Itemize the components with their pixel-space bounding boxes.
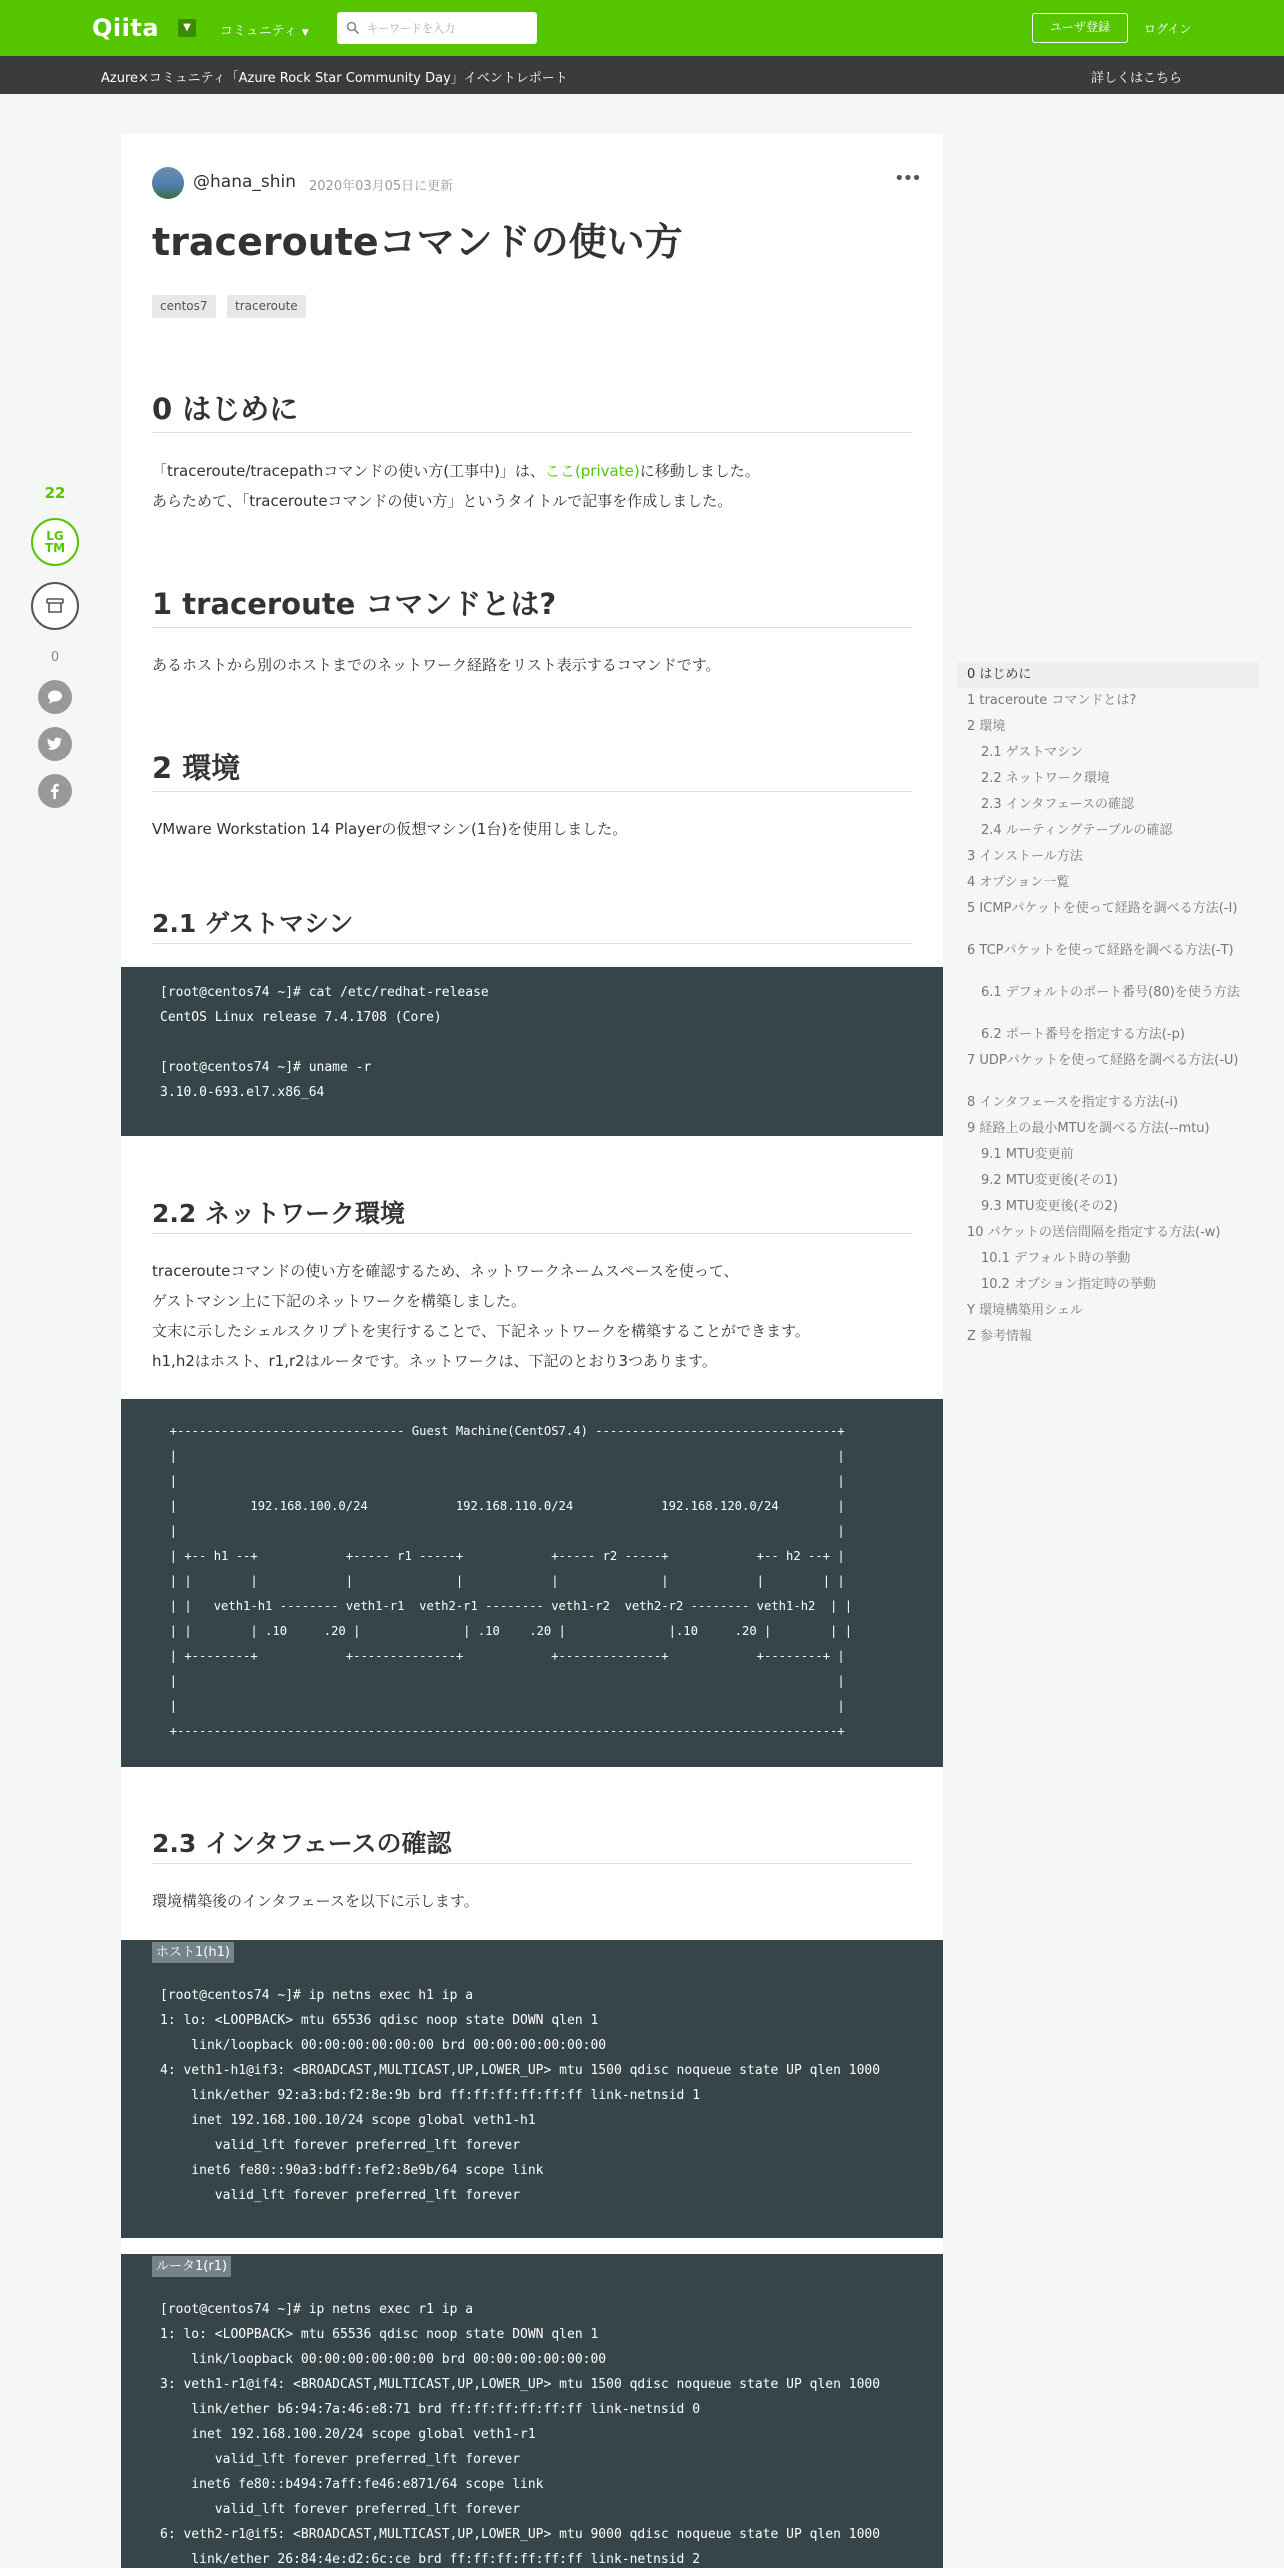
search-icon: [346, 21, 360, 35]
avatar[interactable]: [152, 167, 184, 199]
stock-button[interactable]: [31, 582, 79, 630]
community-label: コミュニティ: [220, 24, 297, 39]
code-line: | | | | | | | | | |: [155, 1574, 845, 1588]
code-block-r1[interactable]: [121, 2254, 943, 2568]
toc-item[interactable]: 4 オプション一覧: [967, 875, 1070, 890]
toc-item[interactable]: 7 UDPパケットを使って経路を調べる方法(-U): [967, 1053, 1239, 1068]
toc-item[interactable]: 6.2 ポート番号を指定する方法(-p): [981, 1027, 1185, 1042]
page-title: tracerouteコマンドの使い方: [152, 220, 683, 264]
lgtm-button[interactable]: [31, 518, 79, 566]
code-line: inet6 fe80::90a3:bdff:fef2:8e9b/64 scope link: [160, 2163, 544, 2178]
login-link[interactable]: ログイン: [1144, 22, 1192, 36]
facebook-icon: [46, 782, 64, 800]
code-line: 4: veth1-h1@if3: <BROADCAST,MULTICAST,UP,LOWER_UP> mtu 1500 qdisc noqueue state UP qlen 1000: [160, 2063, 881, 2078]
code-line: 1: lo: <LOOPBACK> mtu 65536 qdisc noop state DOWN qlen 1: [160, 2013, 599, 2028]
code-line: link/loopback 00:00:00:00:00:00 brd 00:00:00:00:00:00: [160, 2352, 607, 2367]
code-line: | |: [155, 1699, 845, 1713]
code-line: | |: [155, 1674, 845, 1688]
private-link[interactable]: ここ(private): [544, 462, 640, 480]
stock-count: 0: [50, 650, 60, 665]
qiita-logo[interactable]: Qiita: [92, 14, 160, 42]
code-label-h1: ホスト1(h1): [152, 1942, 234, 1963]
paragraph: tracerouteコマンドの使い方を確認するため、ネットワークネームスペースを使って、: [152, 1262, 739, 1280]
tag-traceroute[interactable]: traceroute: [227, 295, 306, 318]
code-line: +------------------------------- Guest Machine(CentOS7.4) ---------------------------------+: [155, 1424, 845, 1438]
toc-item[interactable]: 6 TCPパケットを使って経路を調べる方法(-T): [967, 943, 1234, 958]
lgtm-count: 22: [44, 484, 66, 502]
code-line: | +--------+ +--------------+ +--------------+ +--------+ |: [155, 1649, 845, 1663]
toc-item[interactable]: 0 はじめに: [958, 662, 1258, 688]
toc-item[interactable]: 2.2 ネットワーク環境: [981, 771, 1110, 786]
code-line: 3: veth1-r1@if4: <BROADCAST,MULTICAST,UP,LOWER_UP> mtu 1500 qdisc noqueue state UP qlen 1000: [160, 2377, 881, 2392]
code-line: valid_lft forever preferred_lft forever: [160, 2138, 521, 2153]
code-line: link/loopback 00:00:00:00:00:00 brd 00:00:00:00:00:00: [160, 2038, 607, 2053]
code-line: inet6 fe80::b494:7aff:fe46:e871/64 scope link: [160, 2477, 544, 2492]
code-line: valid_lft forever preferred_lft forever: [160, 2452, 521, 2467]
code-block-network[interactable]: [121, 1399, 943, 1767]
toc-item[interactable]: 9.2 MTU変更後(その1): [981, 1173, 1118, 1188]
toc-item[interactable]: 10.2 オプション指定時の挙動: [981, 1277, 1156, 1292]
lgtm-label-top: LG: [46, 529, 64, 543]
code-line: | 192.168.100.0/24 192.168.110.0/24 192.168.120.0/24 |: [155, 1499, 845, 1513]
toc-item[interactable]: 10.1 デフォルト時の挙動: [981, 1251, 1131, 1266]
toc-item[interactable]: Y 環境構築用シェル: [967, 1303, 1083, 1318]
code-line: [root@centos74 ~]# cat /etc/redhat-release: [160, 985, 489, 1000]
toc-item[interactable]: 9.1 MTU変更前: [981, 1147, 1074, 1162]
toc-item[interactable]: 2.3 インタフェースの確認: [981, 797, 1134, 812]
tag-centos7[interactable]: centos7: [152, 295, 216, 318]
toc-item[interactable]: 9 経路上の最小MTUを調べる方法(--mtu): [967, 1121, 1210, 1136]
post-date: 2020年03月05日に更新: [309, 179, 454, 194]
search-input[interactable]: [367, 16, 527, 40]
toc-item[interactable]: 5 ICMPパケットを使って経路を調べる方法(-I): [967, 901, 1238, 916]
register-button[interactable]: ユーザ登録: [1032, 13, 1128, 43]
toc-item[interactable]: 1 traceroute コマンドとは?: [967, 693, 1137, 708]
twitter-share-button[interactable]: [38, 727, 72, 761]
code-line: [160, 1030, 943, 1055]
community-menu[interactable]: [220, 20, 309, 39]
code-line: [root@centos74 ~]# ip netns exec r1 ip a: [160, 2302, 474, 2317]
code-label-r1: ルータ1(r1): [152, 2256, 231, 2277]
code-block-guest[interactable]: [121, 967, 943, 1136]
toc-item[interactable]: 8 インタフェースを指定する方法(-i): [967, 1095, 1179, 1110]
code-line: 6: veth2-r1@if5: <BROADCAST,MULTICAST,UP,LOWER_UP> mtu 9000 qdisc noqueue state UP qlen 1000: [160, 2527, 881, 2542]
toc-item[interactable]: 9.3 MTU変更後(その2): [981, 1199, 1118, 1214]
code-line: | +-- h1 --+ +----- r1 -----+ +----- r2 -----+ +-- h2 --+ |: [155, 1549, 845, 1563]
toc-item[interactable]: 6.1 デフォルトのポート番号(80)を使う方法: [981, 985, 1240, 1000]
paragraph: ゲストマシン上に下記のネットワークを構築しました。: [152, 1292, 527, 1310]
paragraph: 環境構築後のインタフェースを以下に示します。: [152, 1892, 479, 1910]
code-line: link/ether b6:94:7a:46:e8:71 brd ff:ff:ff:ff:ff:ff link-netnsid 0: [160, 2402, 701, 2417]
paragraph: [152, 456, 912, 486]
code-line: valid_lft forever preferred_lft forever: [160, 2188, 521, 2203]
code-line: CentOS Linux release 7.4.1708 (Core): [160, 1010, 442, 1025]
comment-button[interactable]: [38, 680, 72, 714]
event-details-link[interactable]: 詳しくはこちら: [1091, 71, 1183, 86]
comment-icon: [46, 688, 64, 706]
code-line: | |: [155, 1474, 845, 1488]
event-banner: [0, 56, 1284, 94]
toc-item[interactable]: 10 パケットの送信間隔を指定する方法(-w): [967, 1225, 1221, 1240]
chevron-down-icon: ▼: [301, 28, 309, 38]
stock-icon: [45, 596, 65, 616]
code-line: 1: lo: <LOOPBACK> mtu 65536 qdisc noop state DOWN qlen 1: [160, 2327, 599, 2342]
lgtm-label-bottom: TM: [44, 541, 66, 555]
facebook-share-button[interactable]: [38, 774, 72, 808]
code-line: [root@centos74 ~]# ip netns exec h1 ip a: [160, 1988, 474, 2003]
text: に移動しました。: [639, 462, 760, 480]
code-line: inet 192.168.100.20/24 scope global veth1-r1: [160, 2427, 536, 2442]
top-navbar: [0, 0, 1284, 56]
heading-0: 0 はじめに: [152, 387, 912, 433]
paragraph: VMware Workstation 14 Playerの仮想マシン(1台)を使用しました。: [152, 820, 628, 838]
heading-2: 2 環境: [152, 746, 912, 792]
code-line: valid_lft forever preferred_lft forever: [160, 2502, 521, 2517]
code-line: 3.10.0-693.el7.x86_64: [160, 1085, 325, 1100]
code-line: | | veth1-h1 -------- veth1-r1 veth2-r1 -------- veth1-r2 veth2-r2 -------- veth1-h2 | |: [155, 1599, 853, 1613]
paragraph: h1,h2はホスト、r1,r2はルータです。ネットワークは、下記のとおり3つあります。: [152, 1352, 717, 1370]
code-line: [root@centos74 ~]# uname -r: [160, 1060, 372, 1075]
paragraph: あらためて、「tracerouteコマンドの使い方」というタイトルで記事を作成しました。: [152, 492, 733, 510]
heading-2-2: 2.2 ネットワーク環境: [152, 1194, 912, 1234]
code-line: | |: [155, 1449, 845, 1463]
code-line: link/ether 92:a3:bd:f2:8e:9b brd ff:ff:ff:ff:ff:ff link-netnsid 1: [160, 2088, 701, 2103]
twitter-icon: [46, 735, 64, 753]
code-line: | | | .10 .20 | | .10 .20 | |.10 .20 | | |: [155, 1624, 853, 1638]
text: 「traceroute/tracepathコマンドの使い方(工事中)」は、: [152, 462, 545, 480]
toc-item[interactable]: 3 インストール方法: [967, 849, 1083, 864]
paragraph: 文末に示したシェルスクリプトを実行することで、下記ネットワークを構築することができます。: [152, 1322, 810, 1340]
code-line: | |: [155, 1524, 845, 1538]
logo-dropdown-icon[interactable]: ▼: [178, 19, 196, 37]
heading-2-1: 2.1 ゲストマシン: [152, 904, 912, 944]
toc-item[interactable]: Z 参考情報: [967, 1329, 1033, 1344]
code-line: link/ether 26:84:4e:d2:6c:ce brd ff:ff:ff:ff:ff:ff link-netnsid 2: [160, 2552, 701, 2567]
code-block-h1[interactable]: [121, 1940, 943, 2238]
toc-item[interactable]: 2.1 ゲストマシン: [981, 745, 1083, 760]
author-name[interactable]: @hana_shin: [193, 172, 297, 192]
toc-item[interactable]: 2 環境: [967, 719, 1006, 734]
code-line: inet 192.168.100.10/24 scope global veth1-h1: [160, 2113, 536, 2128]
search-box[interactable]: [337, 12, 537, 44]
article-card: [121, 134, 943, 2568]
paragraph: あるホストから別のホストまでのネットワーク経路をリスト表示するコマンドです。: [152, 656, 721, 674]
event-banner-text[interactable]: Azure×コミュニティ「Azure Rock Star Community Day」イベントレポート: [101, 71, 568, 86]
toc-item[interactable]: 2.4 ルーティングテーブルの確認: [981, 823, 1173, 838]
more-options-icon[interactable]: •••: [894, 168, 920, 189]
heading-1: 1 traceroute コマンドとは?: [152, 582, 912, 628]
code-line: +------------------------------------------------------------------------------------------+: [155, 1724, 845, 1738]
heading-2-3: 2.3 インタフェースの確認: [152, 1824, 912, 1864]
